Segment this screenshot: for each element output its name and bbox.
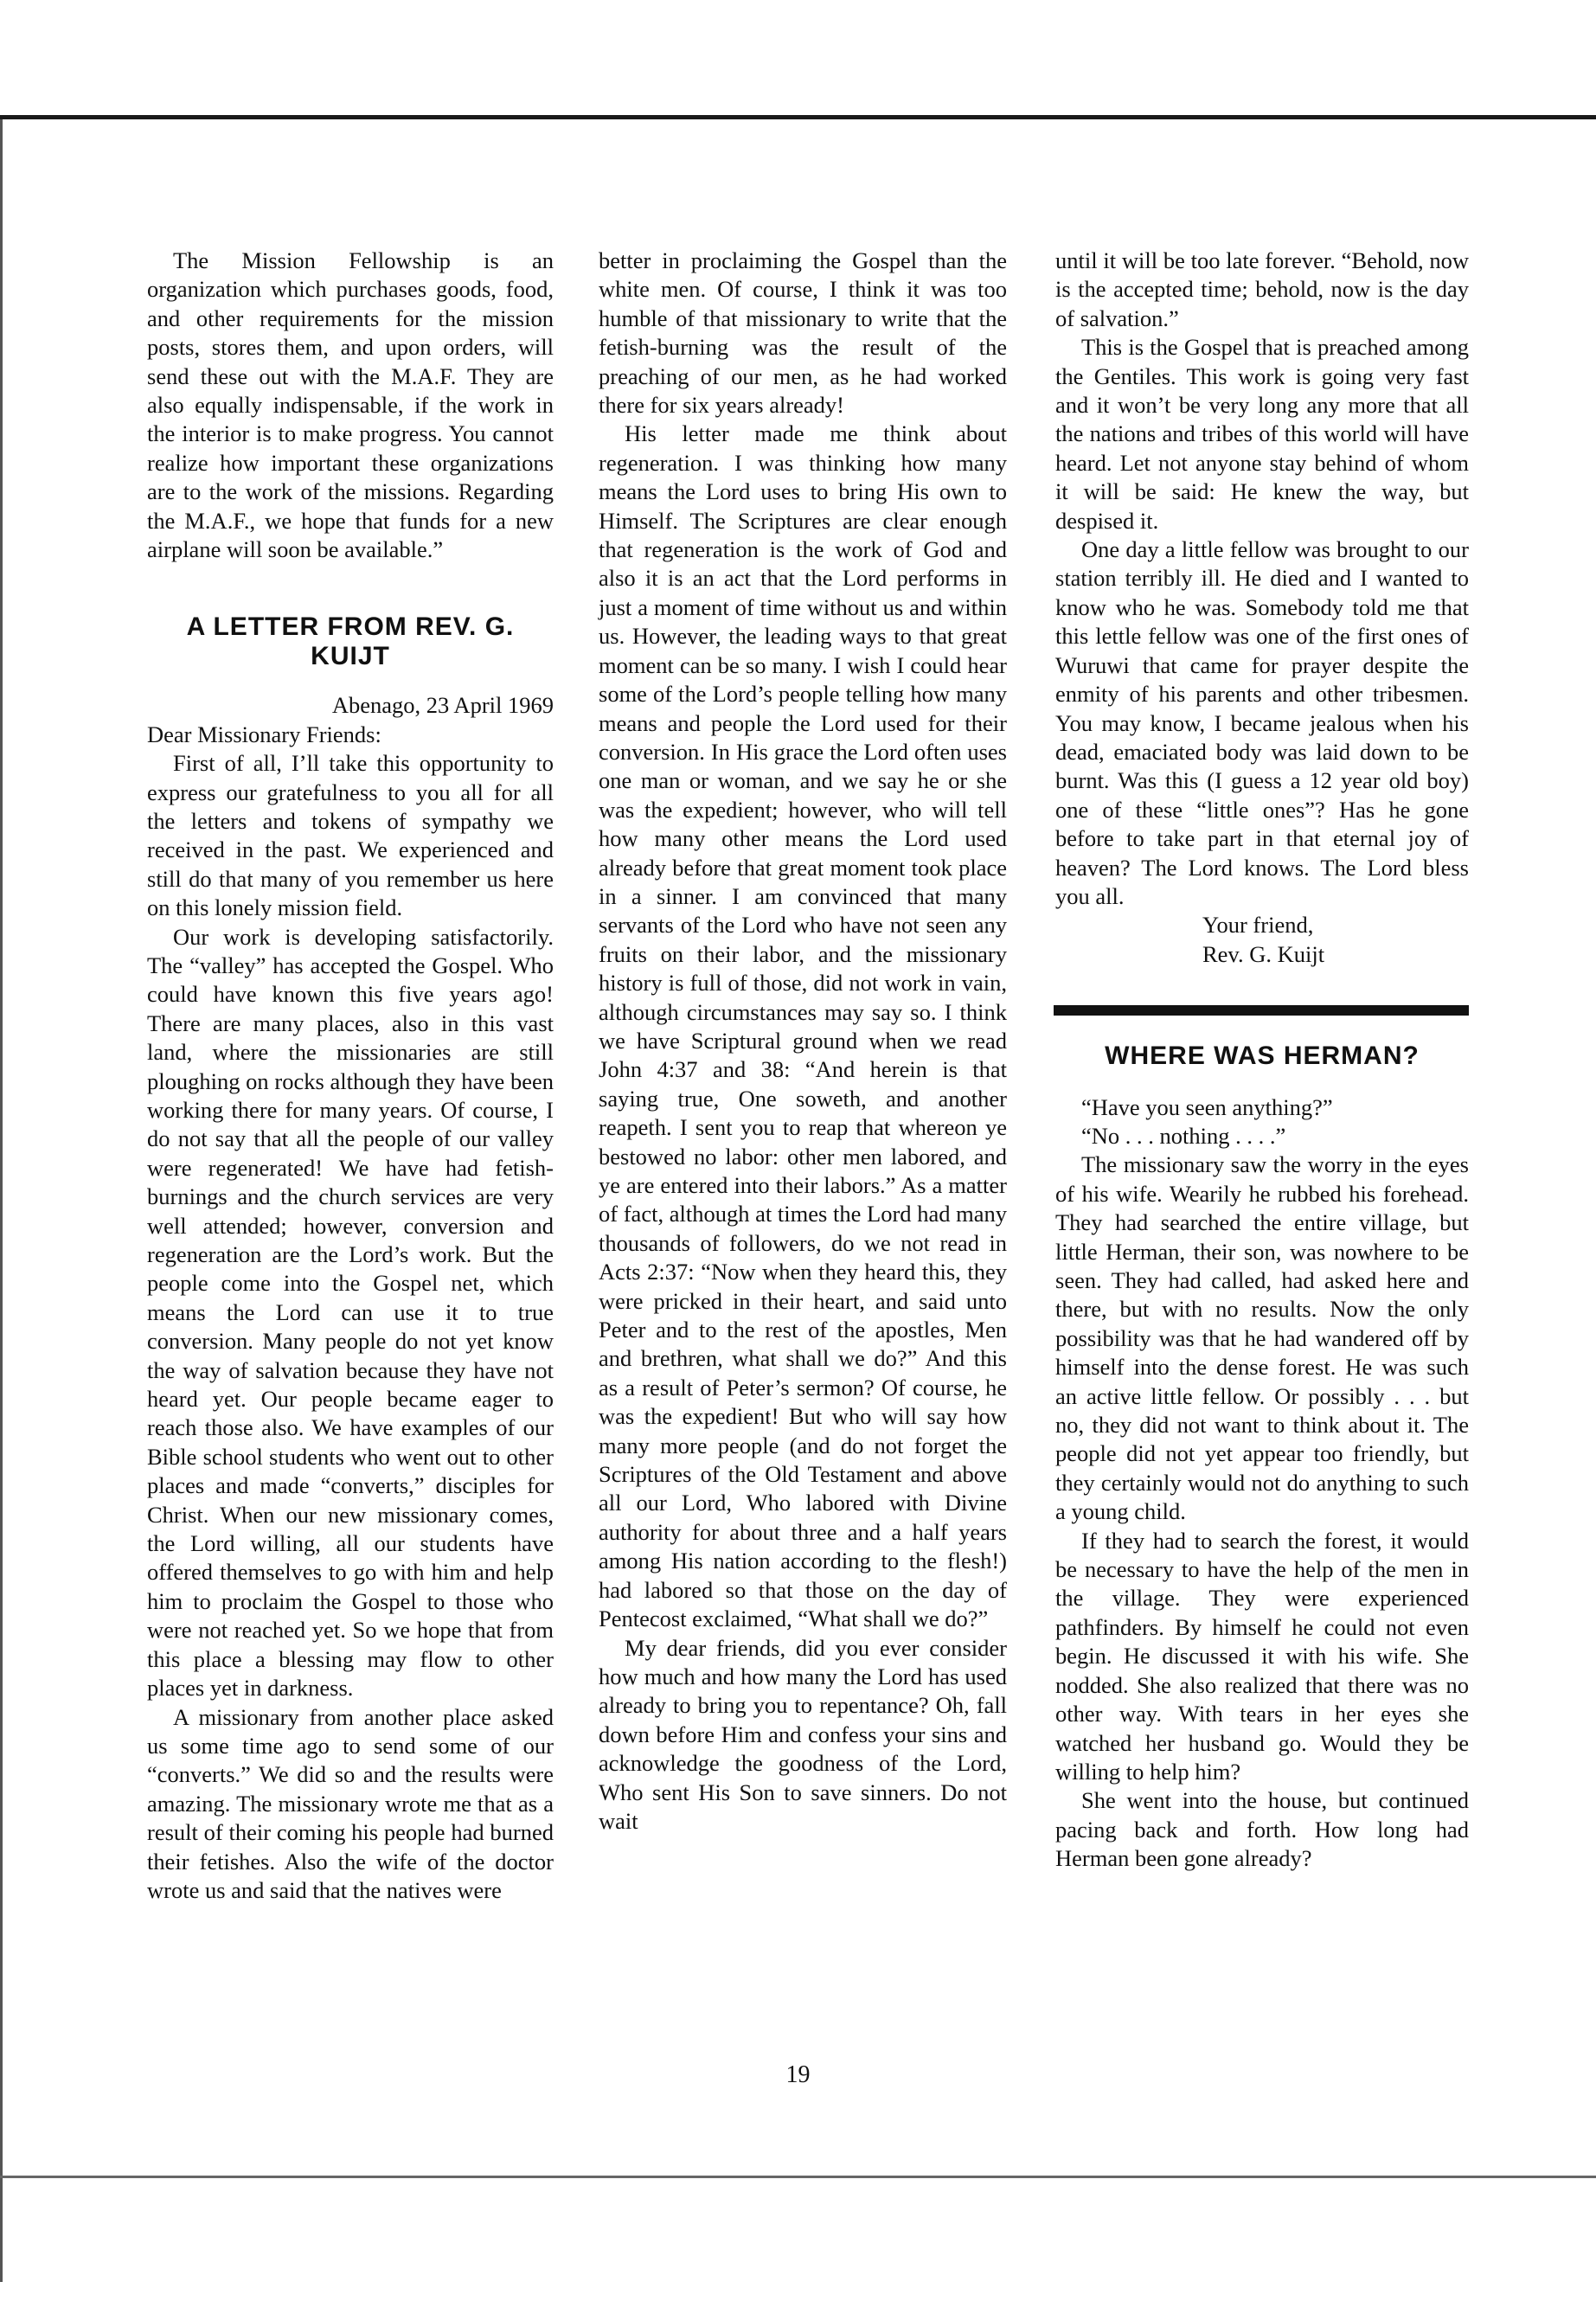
story-dialogue: “No . . . nothing . . . .” — [1081, 1122, 1286, 1149]
letter-closing: Your friend, — [1202, 912, 1314, 939]
letter-dateline: Abenago, 23 April 1969 — [331, 692, 554, 719]
column-2 — [599, 247, 1007, 1836]
story-dialogue: “Have you seen anything?” — [1081, 1093, 1333, 1120]
left-page-edge — [0, 119, 3, 2282]
section-divider — [1054, 1005, 1469, 1016]
intro-paragraph: The Mission Fellowship is an organization which purchases goods, food, and other requirements for the mission posts, stores them, and upon orders, will send these out with the M.A.F. They are also equally indispensable, if the work in the interior is to make progress. You cannot realize how important these organizations are to the work of the missions. Regarding the M.A.F., we hope that funds for a new airplane will soon be available.” — [147, 247, 554, 563]
story-paragraph: If they had to search the forest, it would be necessary to have the help of the men in the village. They were experienced pathfinders. By himself he could not even begin. He discussed it with his wife. She nodded. She also realized that there was no other way. With tears in her eyes she watched her husband go. Would they be willing to help him? — [1055, 1527, 1469, 1785]
letter-paragraph-continued: until it will be too late forever. “Behold, now is the accepted time; behold, now is the day of salvation.” — [1055, 247, 1469, 331]
letter-salutation: Dear Missionary Friends: — [147, 721, 381, 747]
letter-heading: A LETTER FROM REV. G. KUIJT — [186, 612, 515, 670]
top-rule — [0, 115, 1596, 119]
story-paragraph: She went into the house, but continued pacing back and forth. How long had Herman been gone already? — [1055, 1787, 1469, 1872]
letter-paragraph: My dear friends, did you ever consider how much and how many the Lord has used already to bring you to repentance? Oh, fall down before Him and confess your sins and acknowledge the goodness of the Lord, Who sent His Son to save sinners. Do not wait — [599, 1634, 1007, 1834]
letter-paragraph: One day a little fellow was brought to our station terribly ill. He died and I wanted to know who he was. Somebody told me that this lettle fellow was one of the first ones of Wuruwi that came for prayer despite the enmity of his parents and other tribesmen. You may know, I became jealous when his dead, emaciated body was laid down to be burnt. Was this (I guess a 12 year old boy) one of these “little ones”? Has he gone before to take part in that eternal joy of heaven? The Lord knows. The Lord bless you all. — [1055, 536, 1469, 909]
letter-paragraph: First of all, I’ll take this opportunity to express our gratefulness to you all for all the letters and tokens of sympathy we received in the past. We experienced and still do that many of you remember us here on this lonely mission field. — [147, 750, 554, 921]
letter-signature: Rev. G. Kuijt — [1202, 940, 1325, 967]
page-number: 19 — [785, 2061, 811, 2088]
bottom-rule — [0, 2176, 1596, 2178]
letter-paragraph: Our work is developing satisfactorily. The “valley” has accepted the Gospel. Who could have known this five years ago! There are many places, also in this vast land, where the missionaries are still ploughing on rocks although they have been working there for many years. Of course, I do not say that all the people of our valley were regenerated! We have had fetish-burnings and the church services are very well attended; however, conversion and regeneration are the Lord’s work. But the people come into the Gospel net, which means the Lord can use it to true conversion. Many people do not yet know the way of salvation because they have not heard yet. Our people became eager to reach those also. We have examples of our Bible school students who went out to other places and made “converts,” disciples for Christ. When our new missionary comes, the Lord willing, all our students have offered themselves to go with him and help him to proclaim the Gospel to those who were not reached yet. So we hope that from this place a blessing may flow to other places yet in darkness. — [147, 923, 554, 1702]
story-paragraph: The missionary saw the worry in the eyes of his wife. Wearily he rubbed his forehead. They had searched the entire village, but little Herman, their son, was nowhere to be seen. They had called, had asked here and there, but with no results. Now the only possibility was that he had wandered off by himself into the dense forest. He was such an active little fellow. Or possibly . . . but no, they did not want to think about it. The people did not yet appear too friendly, but they certainly would not do anything to such a young child. — [1055, 1151, 1469, 1525]
letter-paragraph: This is the Gospel that is preached among the Gentiles. This work is going very fast and it won’t be very long any more that all the nations and tribes of this world will have heard. Let not anyone stay behind of whom it will be said: He knew the way, but despised it. — [1055, 334, 1469, 534]
column-3 — [1055, 247, 1469, 1874]
letter-paragraph: A missionary from another place asked us some time ago to send some of our “converts.” We did so and the results were amazing. The missionary wrote me that as a result of their coming his people had burned their fetishes. Also the wife of the doctor wrote us and said that the natives were — [147, 1703, 554, 1903]
story-heading: WHERE WAS HERMAN? — [1105, 1042, 1420, 1071]
letter-paragraph-continued: better in proclaiming the Gospel than the white men. Of course, I think it was too humble of that missionary to write that the fetish-burning was the result of the preaching of our men, as he had worked there for six years already! — [599, 247, 1007, 419]
column-1 — [147, 247, 554, 1905]
letter-paragraph: His letter made me think about regeneration. I was thinking how many means the Lord uses to bring His own to Himself. The Scriptures are clear enough that regeneration is the work of God and also it is an act that the Lord performs in just a moment of time without us and within us. However, the leading ways to that great moment can be so many. I wish I could hear some of the Lord’s people telling how many means and people the Lord used for their conversion. In His grace the Lord often uses one man or woman, and we say he or she was the expedient; however, who will tell how many other means the Lord used already before that great moment took place in a sinner. I am convinced that many servants of the Lord who have not seen any fruits on their labor, and the missionary history is full of those, did not work in vain, although circumstances may say so. I think we have Scriptural ground when we read John 4:37 and 38: “And herein is that saying true, One soweth, and another reapeth. I sent you to reap that whereon ye bestowed no labor: other men labored, and ye are entered into their labors.” As a matter of fact, although at times the Lord had many thousands of followers, do we not read in Acts 2:37: “Now when they heard this, they were pricked in their heart, and said unto Peter and to the rest of the apostles, Men and brethren, what shall we do?” And this as a result of Peter’s sermon? Of course, he was the expedient! But who will say how many more people (and do not forget the Scriptures of the Old Testament and above all our Lord, Who labored with Divine authority for about three and a half years among His nation according to the flesh!) had labored so that those on the day of Pentecost exclaimed, “What shall we do?” — [599, 420, 1007, 1632]
